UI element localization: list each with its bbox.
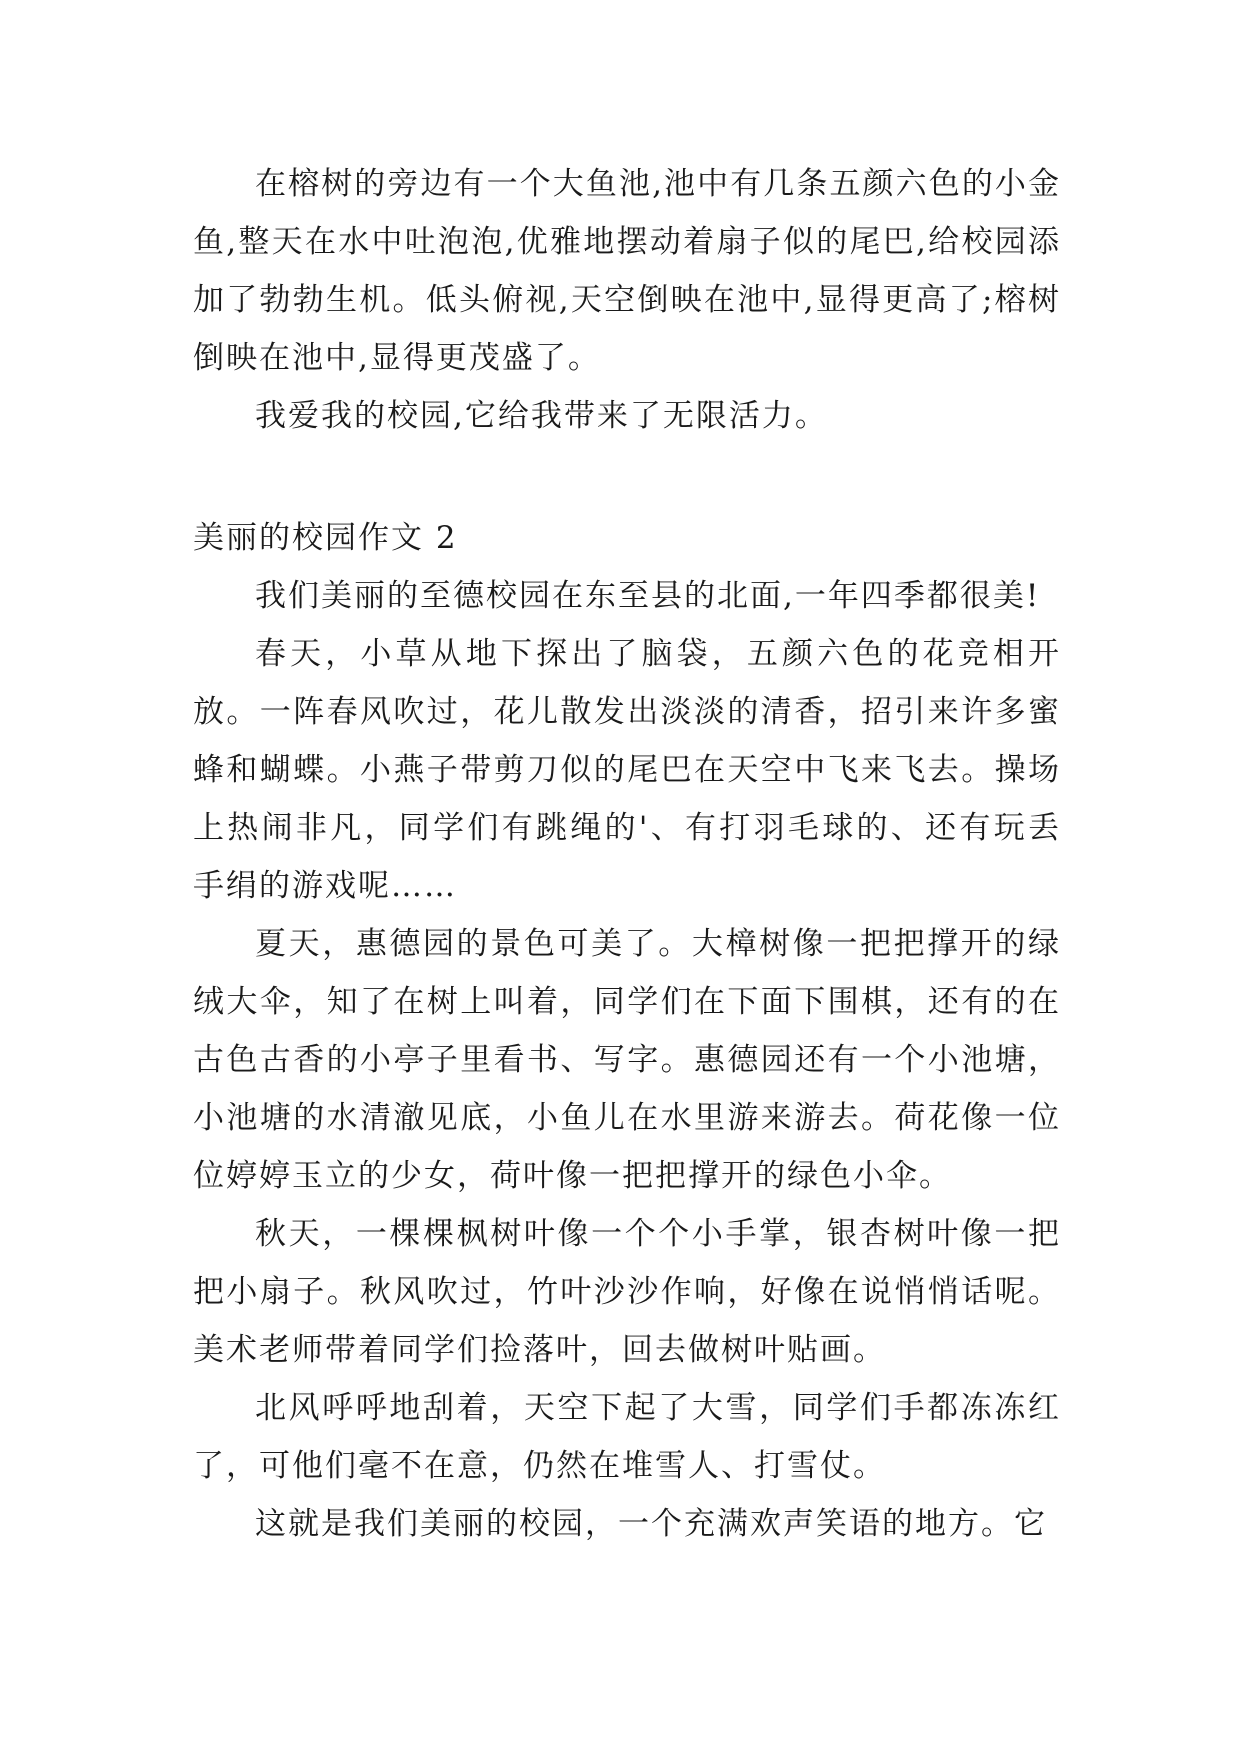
paragraph-spring: 春天，小草从地下探出了脑袋，五颜六色的花竞相开放。一阵春风吹过，花儿散发出淡淡的清香，招引来许多蜜蜂和蝴蝶。小燕子带剪刀似的尾巴在天空中飞来飞去。操场上热闹非凡，同学们有跳绳的'、有打羽毛球的、还有玩丢手绢的游戏呢…… [193, 636, 1061, 904]
paragraph-fish-pond: 在榕树的旁边有一个大鱼池,池中有几条五颜六色的小金鱼,整天在水中吐泡泡,优雅地摆动着扇子似的尾巴,给校园添加了勃勃生机。低头俯视,天空倒映在池中,显得更高了;榕树倒映在池中,显得更茂盛了。 [193, 166, 1061, 376]
section-title: 美丽的校园作文 2 [193, 520, 458, 556]
paragraph-love-school: 我爱我的校园,它给我带来了无限活力。 [255, 398, 828, 434]
document-body [193, 155, 1061, 1553]
paragraph-summer: 夏天，惠德园的景色可美了。大樟树像一把把撑开的绿绒大伞，知了在树上叫着，同学们在下面下围棋，还有的在古色古香的小亭子里看书、写字。惠德园还有一个小池塘，小池塘的水清澈见底，小鱼儿在水里游来游去。荷花像一位位婷婷玉立的少女，荷叶像一把把撑开的绿色小伞。 [193, 926, 1061, 1194]
paragraph-school-location: 我们美丽的至德校园在东至县的北面,一年四季都很美! [255, 578, 1041, 614]
paragraph-winter: 北风呼呼地刮着，天空下起了大雪，同学们手都冻冻红了，可他们毫不在意，仍然在堆雪人、打雪仗。 [193, 1390, 1061, 1484]
paragraph-conclusion: 这就是我们美丽的校园，一个充满欢声笑语的地方。它 [255, 1506, 1047, 1542]
paragraph-autumn: 秋天，一棵棵枫树叶像一个个小手掌，银杏树叶像一把把小扇子。秋风吹过，竹叶沙沙作响，好像在说悄悄话呢。美术老师带着同学们捡落叶，回去做树叶贴画。 [193, 1216, 1061, 1368]
